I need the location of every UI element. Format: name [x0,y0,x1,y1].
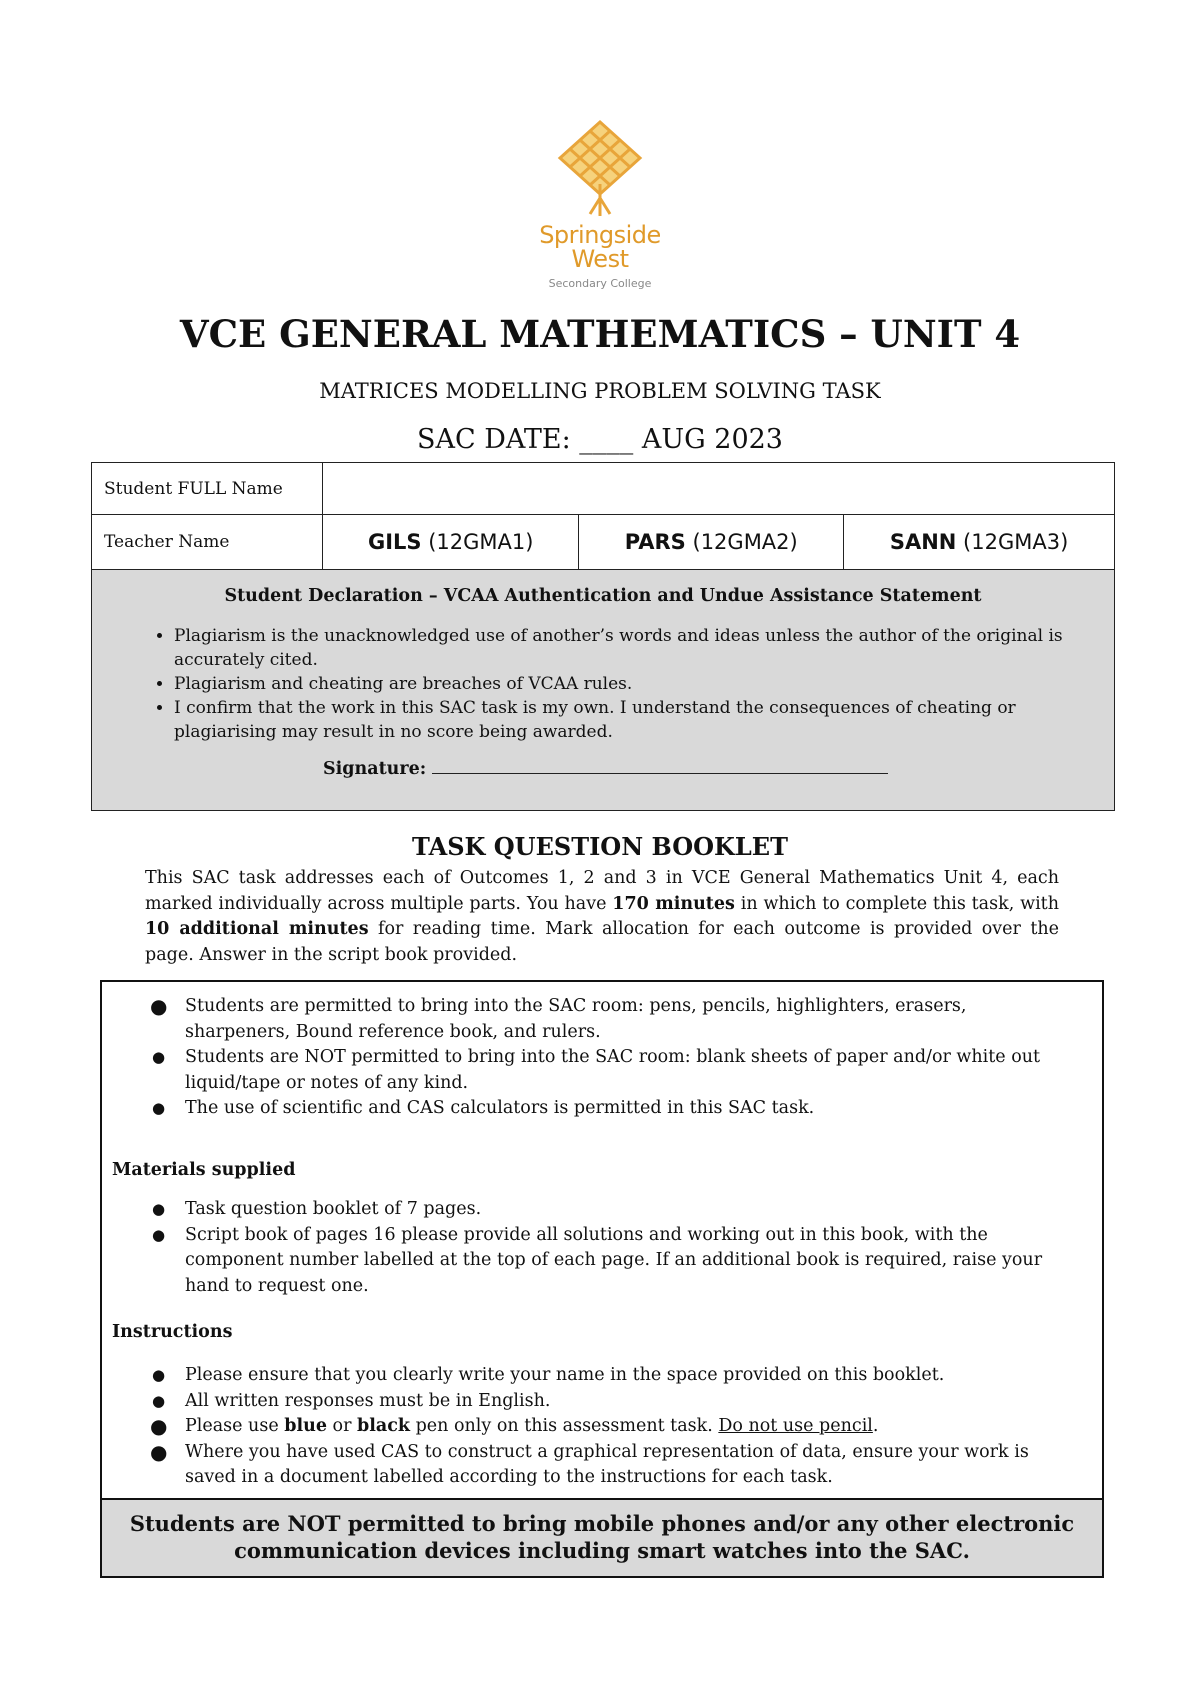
teacher-name-label: Teacher Name [92,515,323,570]
signature-label: Signature: [323,759,427,779]
teacher-option-gils[interactable] [323,515,579,570]
warning-line: Students are NOT permitted to bring mobile phones and/or any other electronic [129,1511,1075,1536]
list-item: ● Students are permitted to bring into the SAC room: pens, pencils, highlighters, erasers, sharpeners, Bound reference book, and rulers. [102,994,1072,1045]
declaration-list [132,624,1102,744]
student-info-table [91,462,1115,811]
instructions-list [102,1363,1072,1491]
teacher-class: (12GMA2) [692,530,798,554]
teacher-class: (12GMA1) [428,530,534,554]
instr-no-pencil: Do not use pencil [718,1416,873,1436]
teacher-class: (12GMA3) [963,530,1069,554]
list-item: ● Please ensure that you clearly write your name in the space provided on this booklet. [102,1363,1072,1389]
instr-text: . [872,1416,879,1436]
signature-line[interactable] [432,758,888,774]
tree-logo-icon [556,118,644,218]
teacher-option-sann[interactable] [844,515,1115,570]
rules-box [100,980,1104,1578]
list-item: ● The use of scientific and CAS calculators is permitted in this SAC task. [102,1096,1072,1122]
phone-warning [102,1498,1102,1576]
sac-date: SAC DATE: ____ AUG 2023 [416,424,783,455]
instructions-heading: Instructions [112,1322,233,1342]
list-item: ● Script book of pages 16 please provide all solutions and working out in this book, with the component number labelled at the top of each page. If an additional book is required, raise your hand to request one. [102,1223,1072,1300]
list-item: • Plagiarism is the unacknowledged use of another’s words and ideas unless the author of the original is accurately cited. [174,624,1102,672]
intro-text: for reading time. Mark allocation for each outcome is provided over the page. Answer in the script book provided. [145,919,1059,965]
intro-text: in which to complete this task, with [734,893,1059,914]
school-logo [520,118,680,298]
list-item: ● Task question booklet of 7 pages. [102,1197,1072,1223]
instr-black: black [357,1416,411,1436]
teacher-option-pars[interactable] [579,515,844,570]
materials-list [102,1197,1072,1299]
teacher-name: GILS [367,530,422,554]
warning-line: communication devices including smart watches into the SAC. [234,1538,970,1563]
list-item: ● Where you have used CAS to construct a graphical representation of data, ensure your work is saved in a document labelled according to the instructions for each task. [102,1440,1072,1491]
student-name-label: Student FULL Name [92,463,323,515]
materials-heading: Materials supplied [112,1160,296,1180]
instr-blue: blue [284,1416,327,1436]
teacher-name: SANN [889,530,957,554]
instr-text: Please use [185,1416,285,1436]
instr-text: pen only on this assessment task. [410,1416,719,1436]
list-item: • Plagiarism and cheating are breaches of VCAA rules. [174,672,1102,696]
instr-text: or [326,1416,358,1436]
logo-text-springside: Springside [539,221,661,249]
logo-text-west: West [571,245,629,273]
student-declaration [92,570,1115,811]
list-item: • I confirm that the work in this SAC task is my own. I understand the consequences of cheating or plagiarising may result in no score being awarded. [174,696,1102,744]
logo-text-college: Secondary College [548,277,652,290]
declaration-title: Student Declaration – VCAA Authentication and Undue Assistance Statement [224,586,982,606]
intro-additional: 10 additional minutes [145,919,369,939]
list-item: ● Students are NOT permitted to bring into the SAC room: blank sheets of paper and/or white out liquid/tape or notes of any kind. [102,1045,1072,1096]
intro-minutes: 170 minutes [612,893,735,914]
list-item: ● All written responses must be in English. [102,1389,1072,1415]
teacher-name: PARS [624,530,686,554]
page-title: VCE GENERAL MATHEMATICS – UNIT 4 [179,312,1021,356]
intro-text: This SAC task addresses each of Outcomes 1, 2 and 3 in VCE General Mathematics Unit 4, each marked individually across multiple parts. You have [145,868,1059,914]
permitted-list [102,994,1072,1122]
signature-row [323,758,1114,779]
booklet-intro [145,866,1059,968]
booklet-title: TASK QUESTION BOOKLET [412,832,788,861]
list-item [102,1414,1072,1440]
page-subtitle: MATRICES MODELLING PROBLEM SOLVING TASK [319,379,881,403]
student-name-field[interactable] [323,463,1115,515]
